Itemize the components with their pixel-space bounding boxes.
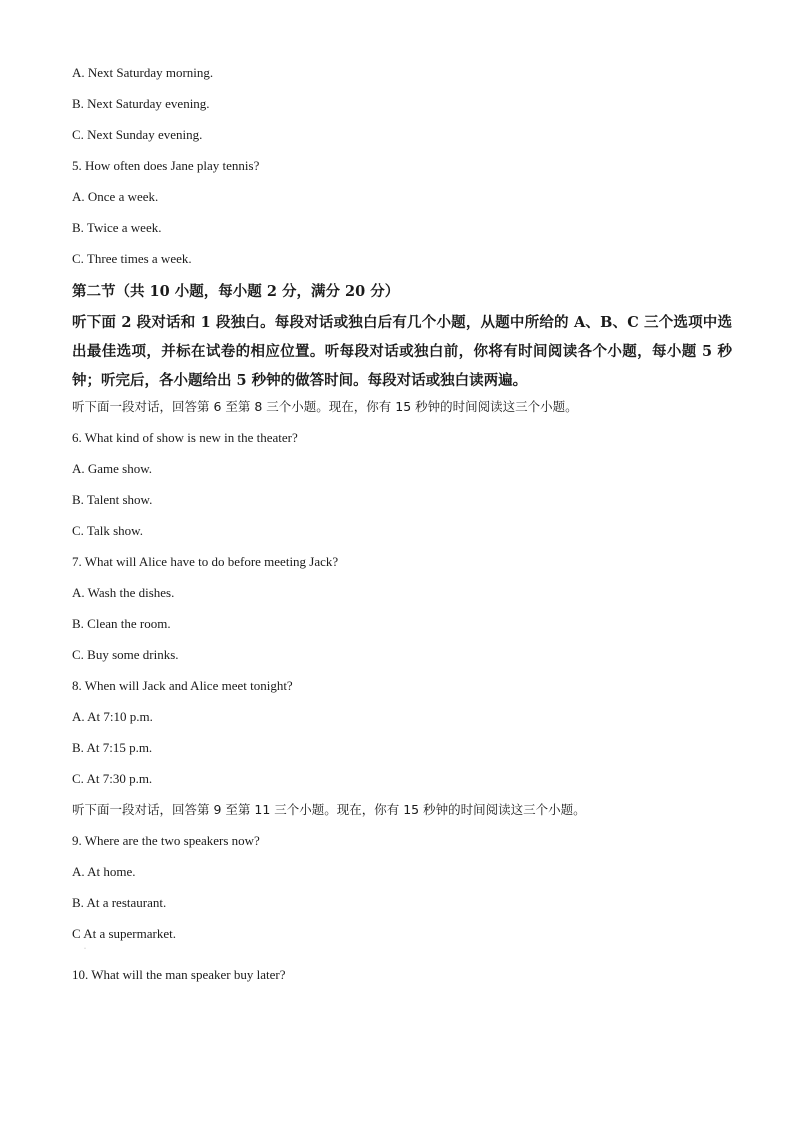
- exam-page: [72, 64, 732, 997]
- section-instructions: 听下面 2 段对话和 1 段独白。每段对话或独白后有几个小题，从题中所给的 A、B、C 三个选项中选出最佳选项，并标在试卷的相应位置。听每段对话或独白前，你将有时间阅读各个小题，每小题 5 秒钟；听完后，各小题给出 5 秒钟的做答时间。每段对话或独白读两遍。: [72, 314, 732, 389]
- option-c-q7: C. Buy some drinks.: [72, 647, 179, 662]
- option-c-q6: C. Talk show.: [72, 523, 143, 538]
- option-c-q4: C. Next Sunday evening.: [72, 127, 203, 142]
- question-8: 8. When will Jack and Alice meet tonight?: [72, 678, 293, 693]
- option-a-q5: A. Once a week.: [72, 189, 159, 204]
- option-b-q7: B. Clean the room.: [72, 616, 171, 631]
- option-a-q7: A. Wash the dishes.: [72, 585, 175, 600]
- option-a-q6: A. Game show.: [72, 461, 153, 476]
- section-title: 第二节（共 10 小题，每小题 2 分，满分 20 分）: [72, 283, 400, 300]
- option-c-q8: C. At 7:30 p.m.: [72, 771, 153, 786]
- option-b-q5: B. Twice a week.: [72, 220, 162, 235]
- option-c-q5: C. Three times a week.: [72, 251, 192, 266]
- group-1-lead: 听下面一段对话，回答第 6 至第 8 三个小题。现在，你有 15 秒钟的时间阅读这三个小题。: [72, 399, 578, 414]
- question-5: 5. How often does Jane play tennis?: [72, 158, 260, 173]
- option-a-q9: A. At home.: [72, 864, 136, 879]
- option-b-q4: B. Next Saturday evening.: [72, 96, 210, 111]
- option-b-q9: B. At a restaurant.: [72, 895, 167, 910]
- option-b-q8: B. At 7:15 p.m.: [72, 740, 153, 755]
- question-7: 7. What will Alice have to do before meeting Jack?: [72, 554, 339, 569]
- question-6: 6. What kind of show is new in the theater?: [72, 430, 298, 445]
- option-a-q4: A. Next Saturday morning.: [72, 65, 214, 80]
- question-10: 10. What will the man speaker buy later?: [72, 967, 286, 982]
- group-2-lead: 听下面一段对话，回答第 9 至第 11 三个小题。现在，你有 15 秒钟的时间阅读这三个小题。: [72, 802, 586, 817]
- question-9: 9. Where are the two speakers now?: [72, 833, 260, 848]
- option-b-q6: B. Talent show.: [72, 492, 153, 507]
- option-c-q9: C At a supermarket.: [72, 926, 176, 941]
- stray-dot-mark: ·: [84, 946, 86, 952]
- option-a-q8: A. At 7:10 p.m.: [72, 709, 153, 724]
